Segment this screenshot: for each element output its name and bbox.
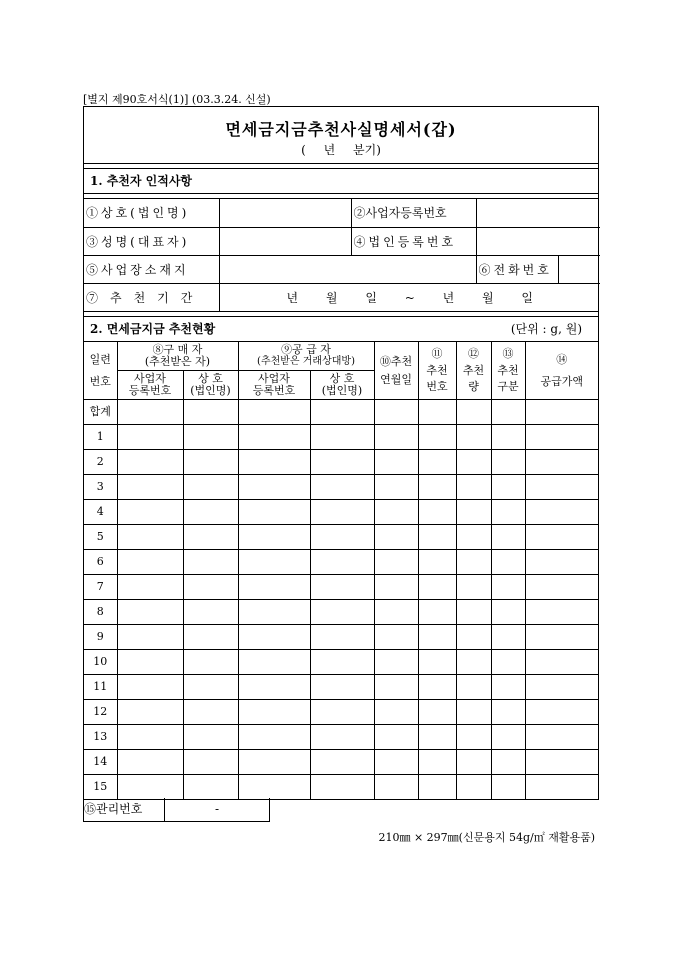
table-cell[interactable]: [310, 600, 374, 625]
supplier-trade-line2: (법인명): [321, 384, 363, 397]
table-cell[interactable]: [374, 525, 418, 550]
table-cell[interactable]: [418, 775, 456, 800]
buyer-header-line2: (추천받은 자): [144, 355, 211, 368]
amount-header: [525, 342, 598, 400]
table-cell[interactable]: [117, 475, 183, 500]
table-cell[interactable]: [418, 500, 456, 525]
table-cell[interactable]: [183, 750, 238, 775]
table-row: [84, 500, 598, 525]
table-cell[interactable]: [491, 725, 525, 750]
table-cell[interactable]: [310, 775, 374, 800]
table-cell[interactable]: [310, 475, 374, 500]
table-cell[interactable]: [117, 700, 183, 725]
phone-field[interactable]: [558, 255, 600, 283]
rec-qty-header-line2: 량: [468, 380, 479, 393]
table-cell[interactable]: [418, 400, 456, 425]
table-cell[interactable]: [238, 750, 310, 775]
table-cell[interactable]: [374, 675, 418, 700]
address-label: ⑤사업장소재지: [84, 255, 219, 283]
unit-label: (단위 : g, 원): [510, 322, 582, 336]
table-row: [84, 625, 598, 650]
table-cell[interactable]: [374, 575, 418, 600]
table-cell[interactable]: [310, 450, 374, 475]
table-cell[interactable]: [374, 425, 418, 450]
table-cell[interactable]: [456, 525, 491, 550]
table-cell[interactable]: [456, 700, 491, 725]
row-number: 11: [84, 675, 117, 700]
table-cell[interactable]: [117, 550, 183, 575]
recommender-info-table: [84, 199, 600, 311]
row-number: 1: [84, 425, 117, 450]
table-cell[interactable]: [183, 725, 238, 750]
table-cell[interactable]: [117, 750, 183, 775]
row-number: 13: [84, 725, 117, 750]
table-cell[interactable]: [117, 525, 183, 550]
management-number-label: ⑮관리번호: [84, 798, 165, 821]
row-number: 7: [84, 575, 117, 600]
table-cell[interactable]: [525, 750, 598, 775]
table-body: [84, 400, 598, 800]
table-cell[interactable]: [525, 575, 598, 600]
table-cell[interactable]: [310, 725, 374, 750]
supplier-header: [238, 342, 374, 371]
rec-no-header-line1: 추천: [426, 364, 448, 377]
corp-reg-no-label: ④법인등록번호: [351, 227, 476, 255]
row-number: 4: [84, 500, 117, 525]
serial-header-line1: 일련: [89, 352, 111, 366]
buyer-biz-no-line1: 사업자: [134, 372, 166, 385]
table-row: [84, 650, 598, 675]
management-number-field[interactable]: -: [214, 802, 220, 816]
table-cell[interactable]: [310, 550, 374, 575]
table-cell[interactable]: [238, 550, 310, 575]
rec-date-header-line2: 연월일: [380, 372, 412, 386]
serial-header: [84, 342, 117, 400]
table-cell[interactable]: [183, 425, 238, 450]
table-cell[interactable]: [310, 750, 374, 775]
table-cell[interactable]: [374, 400, 418, 425]
buyer-biz-no-line2: 등록번호: [128, 384, 172, 397]
table-cell[interactable]: [117, 450, 183, 475]
table-cell[interactable]: [310, 525, 374, 550]
table-cell[interactable]: [374, 775, 418, 800]
info-row: [84, 227, 600, 255]
table-row: [84, 425, 598, 450]
table-cell[interactable]: [183, 475, 238, 500]
table-cell[interactable]: [310, 650, 374, 675]
section1-heading: [84, 169, 598, 194]
table-cell[interactable]: [418, 550, 456, 575]
row-number: 12: [84, 700, 117, 725]
form-box: [83, 106, 599, 800]
table-cell[interactable]: [238, 575, 310, 600]
table-cell[interactable]: [456, 775, 491, 800]
table-cell[interactable]: [183, 600, 238, 625]
table-cell[interactable]: [418, 675, 456, 700]
table-cell[interactable]: [374, 475, 418, 500]
table-row: [84, 725, 598, 750]
table-cell[interactable]: [491, 550, 525, 575]
table-cell[interactable]: [117, 600, 183, 625]
table-cell[interactable]: [456, 500, 491, 525]
supplier-trade-header: [310, 371, 374, 400]
amount-header-label: 공급가액: [540, 374, 584, 388]
table-cell[interactable]: [418, 575, 456, 600]
table-cell[interactable]: [525, 450, 598, 475]
table-cell[interactable]: [183, 450, 238, 475]
supplier-biz-no-header: [238, 371, 310, 400]
table-cell[interactable]: [310, 400, 374, 425]
table-row: [84, 675, 598, 700]
rec-type-header-mark: ⑬: [502, 347, 514, 360]
table-cell[interactable]: [491, 775, 525, 800]
table-cell[interactable]: [491, 600, 525, 625]
row-number: 5: [84, 525, 117, 550]
supplier-header-line1: ⑨공 급 자: [281, 343, 331, 356]
row-number: 8: [84, 600, 117, 625]
table-row: [84, 550, 598, 575]
rec-type-header-line1: 추천: [497, 364, 519, 377]
trade-name-label: ①상호(법인명): [84, 199, 219, 227]
table-cell[interactable]: [525, 725, 598, 750]
table-cell[interactable]: [117, 425, 183, 450]
table-cell[interactable]: [183, 525, 238, 550]
table-cell[interactable]: [491, 750, 525, 775]
table-cell[interactable]: [418, 750, 456, 775]
table-cell[interactable]: [525, 550, 598, 575]
section2-heading: [84, 317, 598, 342]
table-cell[interactable]: [456, 625, 491, 650]
buyer-trade-line1: 상 호: [198, 372, 223, 385]
header-row-1: [84, 342, 598, 371]
table-cell[interactable]: [456, 425, 491, 450]
table-cell[interactable]: [525, 475, 598, 500]
table-cell[interactable]: [491, 400, 525, 425]
table-cell[interactable]: [117, 500, 183, 525]
row-number: 15: [84, 775, 117, 800]
table-cell[interactable]: [418, 650, 456, 675]
page-title: 면세금지금추천사실명세서(갑): [225, 120, 457, 139]
table-cell[interactable]: [117, 675, 183, 700]
management-number-box: [83, 798, 270, 822]
table-cell[interactable]: [491, 625, 525, 650]
serial-header-line2: 번호: [89, 374, 111, 388]
recommendation-table: [84, 342, 598, 799]
table-cell[interactable]: [238, 725, 310, 750]
table-cell[interactable]: [525, 625, 598, 650]
table-cell[interactable]: [238, 700, 310, 725]
table-row: [84, 775, 598, 800]
table-cell[interactable]: [117, 725, 183, 750]
total-row: [84, 400, 598, 425]
table-cell[interactable]: [491, 500, 525, 525]
table-cell[interactable]: [491, 675, 525, 700]
table-cell[interactable]: [418, 525, 456, 550]
table-cell[interactable]: [456, 650, 491, 675]
table-cell[interactable]: [491, 425, 525, 450]
table-cell[interactable]: [374, 750, 418, 775]
table-cell[interactable]: [374, 725, 418, 750]
table-cell[interactable]: [418, 450, 456, 475]
table-cell[interactable]: [374, 600, 418, 625]
table-row: [84, 525, 598, 550]
table-cell[interactable]: [117, 650, 183, 675]
supplier-biz-no-line1: 사업자: [258, 372, 290, 385]
table-cell[interactable]: [491, 450, 525, 475]
table-cell[interactable]: [238, 625, 310, 650]
row-number: 9: [84, 625, 117, 650]
table-cell[interactable]: [238, 525, 310, 550]
table-cell[interactable]: [183, 650, 238, 675]
buyer-trade-line2: (법인명): [190, 384, 231, 397]
table-cell[interactable]: [310, 425, 374, 450]
table-cell[interactable]: [117, 400, 183, 425]
table-cell[interactable]: [183, 700, 238, 725]
table-cell[interactable]: [117, 775, 183, 800]
rec-no-header: [418, 342, 456, 400]
table-cell[interactable]: [456, 450, 491, 475]
table-cell[interactable]: [238, 775, 310, 800]
table-cell[interactable]: [374, 450, 418, 475]
period-subtitle: ( 년 분기): [301, 143, 381, 157]
table-cell[interactable]: [525, 500, 598, 525]
table-cell[interactable]: [525, 600, 598, 625]
table-cell[interactable]: [491, 475, 525, 500]
buyer-header: [117, 342, 238, 371]
section1-heading-text: 1. 추천자 인적사항: [90, 174, 193, 188]
table-row: [84, 475, 598, 500]
buyer-biz-no-header: [117, 371, 183, 400]
rep-name-label: ③성명(대표자): [84, 227, 219, 255]
table-cell[interactable]: [456, 725, 491, 750]
table-cell[interactable]: [310, 700, 374, 725]
table-cell[interactable]: [418, 475, 456, 500]
supplier-header-line2: (추천받은 거래상대방): [257, 356, 355, 367]
table-cell[interactable]: [310, 575, 374, 600]
table-cell[interactable]: [374, 625, 418, 650]
table-row: [84, 700, 598, 725]
table-cell[interactable]: [310, 625, 374, 650]
table-cell[interactable]: [238, 475, 310, 500]
table-cell[interactable]: [238, 675, 310, 700]
rec-no-header-line2: 번호: [426, 380, 448, 393]
table-cell[interactable]: [183, 500, 238, 525]
row-number: 3: [84, 475, 117, 500]
table-cell[interactable]: [183, 675, 238, 700]
table-cell[interactable]: [456, 400, 491, 425]
table-cell[interactable]: [418, 700, 456, 725]
form-reference: [별지 제90호서식(1)] (03.3.24. 신설): [83, 93, 271, 106]
amount-header-mark: ⑭: [556, 352, 568, 366]
table-cell[interactable]: [456, 600, 491, 625]
paper-spec: 210㎜ × 297㎜(신문용지 54g/㎡ 재활용품): [378, 831, 595, 844]
supplier-trade-line1: 상 호: [329, 372, 355, 385]
table-cell[interactable]: [238, 650, 310, 675]
table-cell[interactable]: [418, 425, 456, 450]
table-cell[interactable]: [183, 550, 238, 575]
table-cell[interactable]: [238, 400, 310, 425]
table-cell[interactable]: [525, 675, 598, 700]
rec-date-header: [374, 342, 418, 400]
table-cell[interactable]: [238, 500, 310, 525]
row-number: 6: [84, 550, 117, 575]
buyer-trade-header: [183, 371, 238, 400]
rep-name-field[interactable]: [219, 227, 351, 255]
phone-label: ⑥전화번호: [476, 255, 558, 283]
info-row: [84, 283, 600, 311]
table-cell[interactable]: [374, 700, 418, 725]
table-cell[interactable]: [117, 575, 183, 600]
table-cell[interactable]: [491, 650, 525, 675]
corp-reg-no-field[interactable]: [476, 227, 600, 255]
table-cell[interactable]: [183, 775, 238, 800]
total-label: 합계: [84, 400, 117, 425]
table-cell[interactable]: [525, 700, 598, 725]
table-cell[interactable]: [456, 750, 491, 775]
table-cell[interactable]: [238, 450, 310, 475]
row-number: 14: [84, 750, 117, 775]
table-cell[interactable]: [491, 700, 525, 725]
rec-no-header-mark: ⑪: [431, 347, 443, 360]
table-cell[interactable]: [456, 675, 491, 700]
table-cell[interactable]: [374, 550, 418, 575]
table-row: [84, 600, 598, 625]
table-cell[interactable]: [456, 475, 491, 500]
rec-date-header-line1: ⑩추천: [379, 354, 413, 368]
address-field[interactable]: [219, 255, 476, 283]
table-cell[interactable]: [525, 525, 598, 550]
table-cell[interactable]: [525, 400, 598, 425]
table-cell[interactable]: [374, 650, 418, 675]
table-cell[interactable]: [310, 675, 374, 700]
table-cell[interactable]: [456, 575, 491, 600]
table-row: [84, 575, 598, 600]
table-cell[interactable]: [525, 775, 598, 800]
trade-name-field[interactable]: [219, 199, 351, 227]
title-block: [84, 107, 598, 164]
table-cell[interactable]: [418, 600, 456, 625]
info-row: [84, 199, 600, 227]
row-number: 2: [84, 450, 117, 475]
table-cell[interactable]: [310, 500, 374, 525]
biz-reg-no-label: ②사업자등록번호: [351, 199, 476, 227]
period-field[interactable]: 년 월 일 ~ 년 월 일: [219, 283, 600, 311]
buyer-header-line1: ⑧구 매 자: [152, 343, 203, 356]
rec-qty-header: [456, 342, 491, 400]
rec-type-header-line2: 구분: [497, 380, 519, 393]
rec-qty-header-mark: ⑫: [468, 347, 480, 360]
table-cell[interactable]: [238, 425, 310, 450]
table-cell[interactable]: [238, 600, 310, 625]
table-cell[interactable]: [525, 425, 598, 450]
table-cell[interactable]: [525, 650, 598, 675]
table-cell[interactable]: [183, 575, 238, 600]
table-cell[interactable]: [491, 525, 525, 550]
table-cell[interactable]: [491, 575, 525, 600]
table-cell[interactable]: [183, 625, 238, 650]
table-cell[interactable]: [418, 625, 456, 650]
rec-type-header: [491, 342, 525, 400]
row-number: 10: [84, 650, 117, 675]
table-cell[interactable]: [418, 725, 456, 750]
section2-heading-text: 2. 면세금지금 추천현황: [90, 322, 216, 336]
supplier-biz-no-line2: 등록번호: [252, 384, 296, 397]
table-cell[interactable]: [117, 625, 183, 650]
table-cell[interactable]: [456, 550, 491, 575]
biz-reg-no-field[interactable]: [476, 199, 600, 227]
period-label: ⑦추천기간: [84, 283, 219, 311]
table-row: [84, 750, 598, 775]
table-cell[interactable]: [374, 500, 418, 525]
table-cell[interactable]: [183, 400, 238, 425]
info-row: [84, 255, 600, 283]
rec-qty-header-line1: 추천: [462, 364, 485, 377]
table-row: [84, 450, 598, 475]
